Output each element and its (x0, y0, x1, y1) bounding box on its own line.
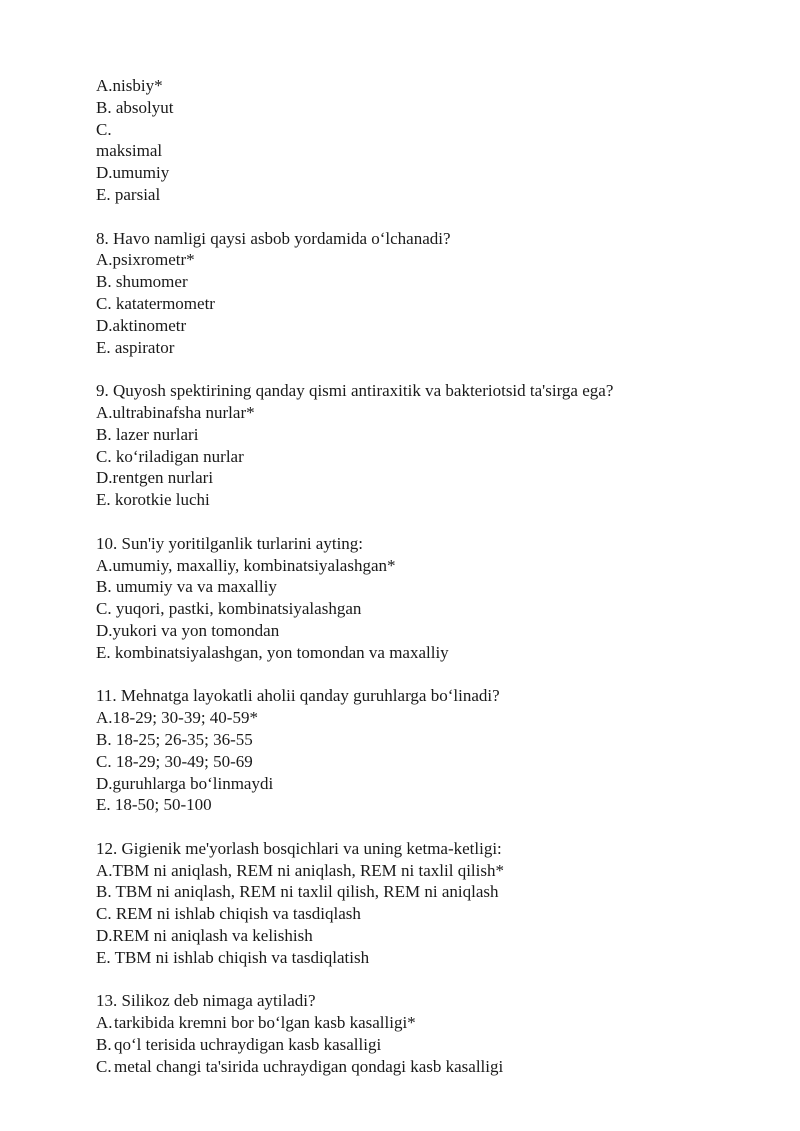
option-d: D.yukori va yon tomondan (96, 620, 280, 640)
question-10 (96, 533, 776, 664)
question-8 (96, 228, 776, 359)
option-d: D.guruhlarga bo‘linmaydi (96, 773, 274, 793)
option-a: A.ultrabinafsha nurlar* (96, 402, 255, 422)
option-b: B. 18-25; 26-35; 36-55 (96, 729, 253, 749)
option-d: D.umumiy (96, 163, 170, 183)
option-a: A.nisbiy* (96, 76, 163, 95)
option-e: E. kombinatsiyalashgan, yon tomondan va maxalliy (96, 642, 449, 662)
option-prefix: A. (96, 1013, 113, 1033)
option-b: B. umumiy va va maxalliy (96, 577, 277, 597)
option-prefix: C. (96, 1056, 112, 1076)
option-a: A.18-29; 30-39; 40-59* (96, 708, 258, 728)
option-text: metal changi ta'sirida uchraydigan qondagi kasb kasalligi (114, 1056, 504, 1076)
question-title: 8. Havo namligi qaysi asbob yordamida o‘lchanadi? (96, 228, 451, 248)
question-13 (96, 990, 776, 1077)
option-d: D.aktinometr (96, 315, 187, 335)
option-a: A.TBM ni aniqlash, REM ni aniqlash, REM ni taxlil qilish* (96, 860, 504, 880)
option-a (96, 1012, 776, 1034)
option-d: D.REM ni aniqlash va kelishish (96, 926, 313, 946)
option-e: E. parsial (96, 184, 161, 204)
question-title: 12. Gigienik me'yorlash bosqichlari va uning ketma-ketligi: (96, 838, 502, 858)
question-title: 13. Silikoz deb nimaga aytiladi? (96, 991, 316, 1011)
option-c: C. (96, 119, 112, 139)
question-title: 9. Quyosh spektirining qanday qismi antiraxitik va bakteriotsid ta'sirga ega? (96, 381, 614, 401)
question-9 (96, 380, 776, 511)
document-page (96, 75, 776, 1078)
option-a: A.psixrometr* (96, 250, 195, 270)
option-a: A.umumiy, maxalliy, kombinatsiyalashgan* (96, 555, 396, 575)
question-title: 11. Mehnatga layokatli aholii qanday guruhlarga bo‘linadi? (96, 686, 500, 706)
option-b: B. TBM ni aniqlash, REM ni taxlil qilish, REM ni aniqlash (96, 882, 499, 902)
question-title: 10. Sun'iy yoritilganlik turlarini ayting: (96, 533, 364, 553)
option-c: C. ko‘riladigan nurlar (96, 446, 244, 466)
question-block-7-options (96, 75, 776, 206)
question-12 (96, 838, 776, 969)
option-c (96, 1056, 776, 1078)
option-b (96, 1034, 776, 1056)
option-d: D.rentgen nurlari (96, 468, 214, 488)
option-c: C. 18-29; 30-49; 50-69 (96, 751, 253, 771)
option-e: E. korotkie luchi (96, 490, 210, 510)
option-c: C. yuqori, pastki, kombinatsiyalashgan (96, 599, 362, 619)
option-c-text: maksimal (96, 141, 163, 161)
question-11 (96, 685, 776, 816)
option-text: qo‘l terisida uchraydigan kasb kasalligi (114, 1035, 382, 1055)
option-e: E. 18-50; 50-100 (96, 795, 212, 815)
option-text: tarkibida kremni bor bo‘lgan kasb kasalligi* (114, 1013, 416, 1033)
option-c: C. katatermometr (96, 293, 215, 313)
option-b: B. shumomer (96, 272, 188, 292)
option-b: B. lazer nurlari (96, 424, 199, 444)
option-e: E. aspirator (96, 337, 175, 357)
option-e: E. TBM ni ishlab chiqish va tasdiqlatish (96, 947, 370, 967)
option-prefix: B. (96, 1035, 112, 1055)
option-c: C. REM ni ishlab chiqish va tasdiqlash (96, 904, 361, 924)
option-b: B. absolyut (96, 97, 174, 117)
